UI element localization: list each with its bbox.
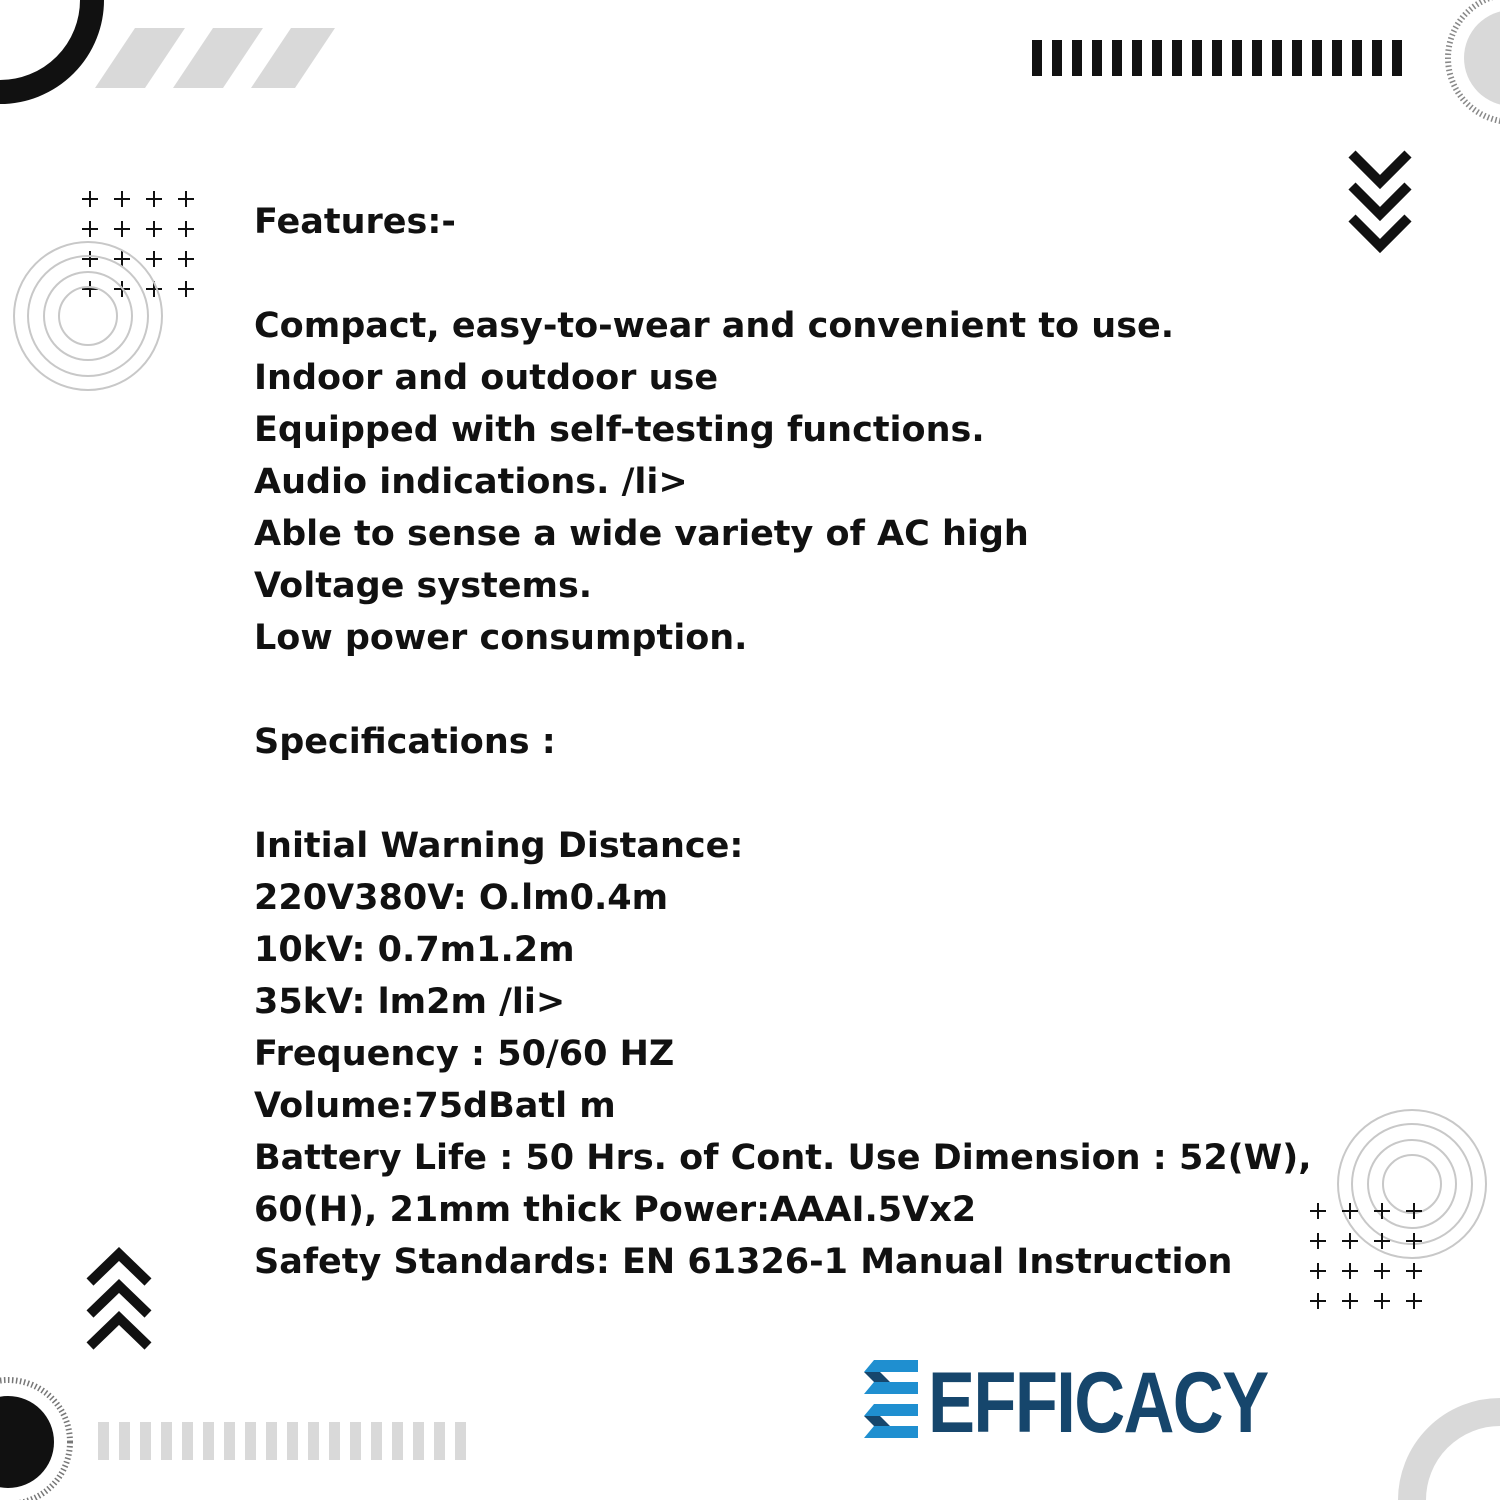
feature-item: Indoor and outdoor use — [254, 358, 719, 398]
spec-item: Initial Warning Distance: — [254, 826, 744, 866]
corner-arc-bottom-right — [1390, 1390, 1500, 1500]
product-description — [254, 196, 1312, 1288]
feature-item: Compact, easy-to-wear and convenient to use. — [254, 306, 1175, 346]
chevron-up-icon — [86, 1246, 154, 1350]
brand-name: EFFICACY — [928, 1355, 1268, 1451]
spec-item: 10kV: 0.7m1.2m — [254, 930, 575, 970]
circle-tick-ring-icon — [0, 1362, 80, 1500]
spec-item: 60(H), 21mm thick Power:AAAI.5Vx2 — [254, 1190, 977, 1230]
features-heading: Features:- — [254, 202, 456, 242]
feature-item: Able to sense a wide variety of AC high — [254, 514, 1029, 554]
spec-item: 35kV: lm2m /li> — [254, 982, 566, 1022]
feature-item: Voltage systems. — [254, 566, 593, 606]
slash-stripes-icon — [95, 28, 340, 90]
brand-logo — [860, 1355, 1268, 1451]
brand-mark-icon — [860, 1360, 922, 1446]
spec-item: Safety Standards: EN 61326-1 Manual Instruction — [254, 1242, 1233, 1282]
feature-item: Low power consumption. — [254, 618, 748, 658]
plus-grid-icon — [1306, 1200, 1426, 1312]
circle-tick-ring-icon — [1420, 0, 1500, 135]
barcode-stripes-icon — [98, 1422, 473, 1462]
spec-item: Battery Life : 50 Hrs. of Cont. Use Dimension : 52(W), — [254, 1138, 1312, 1178]
feature-item: Audio indications. /li> — [254, 462, 688, 502]
spec-item: Volume:75dBatl m — [254, 1086, 616, 1126]
chevron-down-icon — [1348, 150, 1414, 254]
feature-item: Equipped with self-testing functions. — [254, 410, 985, 450]
barcode-stripes-icon — [1032, 40, 1404, 78]
concentric-circles-icon — [12, 240, 164, 392]
spec-item: Frequency : 50/60 HZ — [254, 1034, 675, 1074]
spec-item: 220V380V: O.lm0.4m — [254, 878, 669, 918]
specifications-heading: Specifications : — [254, 722, 556, 762]
